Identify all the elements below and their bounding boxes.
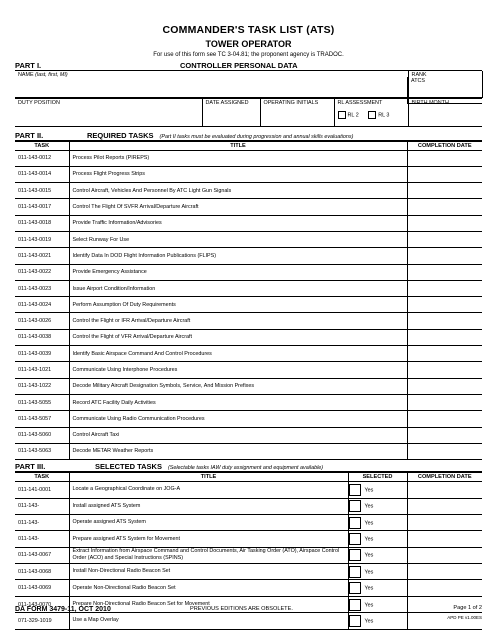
selected-checkbox[interactable]	[349, 533, 361, 545]
completion-date-field[interactable]	[407, 411, 482, 427]
col-selected: SELECTED	[348, 473, 407, 482]
table-row	[15, 215, 482, 231]
duty-position-label: DUTY POSITION	[18, 99, 60, 106]
rank-label: RANK	[411, 72, 427, 78]
task-number: 011-143-0039	[15, 346, 69, 362]
yes-label: Yes	[364, 536, 374, 543]
task-number: 011-143-0023	[15, 280, 69, 296]
completion-date-field[interactable]	[407, 215, 482, 231]
task-number: 011-141-0001	[15, 482, 69, 498]
selected-checkbox[interactable]	[349, 484, 361, 496]
birth-month-label: BIRTH MONTH	[411, 99, 449, 106]
part2-label: PART II.	[15, 130, 44, 140]
selected-cell	[348, 580, 407, 596]
completion-date-field[interactable]	[407, 166, 482, 182]
part2-title: REQUIRED TASKS	[87, 130, 154, 140]
task-number: 011-143-0018	[15, 215, 69, 231]
table-row	[15, 564, 482, 580]
table-row	[15, 443, 482, 459]
date-assigned-field[interactable]	[202, 98, 260, 126]
form-footer	[15, 601, 482, 624]
name-hint: (last, first, MI)	[35, 72, 68, 78]
task-number: 011-143-0069	[15, 580, 69, 596]
form-page	[15, 20, 482, 630]
table-row	[15, 313, 482, 329]
table-row	[15, 231, 482, 247]
task-number: 011-143-0017	[15, 199, 69, 215]
task-number: 011-143-0014	[15, 166, 69, 182]
task-number: 011-143-5060	[15, 427, 69, 443]
completion-date-field[interactable]	[407, 231, 482, 247]
yes-label: Yes	[364, 487, 374, 494]
name-label: NAME	[18, 72, 34, 78]
required-tasks-table	[15, 141, 482, 461]
completion-date-field[interactable]	[407, 564, 482, 580]
table-row	[15, 411, 482, 427]
task-number: 011-143-0070	[15, 596, 69, 612]
task-title: Issue Airport Condition/Information	[69, 280, 407, 296]
task-number: 011-143-5063	[15, 443, 69, 459]
completion-date-field[interactable]	[407, 482, 482, 498]
yes-label: Yes	[364, 520, 374, 527]
rl-assessment-label: RL ASSESSMENT	[337, 99, 383, 106]
yes-label: Yes	[364, 618, 374, 625]
completion-date-field[interactable]	[407, 297, 482, 313]
task-title: Decode METAR Weather Reports	[69, 443, 407, 459]
rl3-checkbox[interactable]	[368, 111, 376, 119]
part3-label: PART III.	[15, 462, 46, 472]
task-number: 011-143-0068	[15, 564, 69, 580]
table-row	[15, 427, 482, 443]
task-title: Record ATC Facility Daily Activities	[69, 394, 407, 410]
task-title: Control the Flight of VFR Arrival/Departure Aircraft	[69, 329, 407, 345]
task-number: 011-143-0024	[15, 297, 69, 313]
task-title: Control Aircraft Taxi	[69, 427, 407, 443]
task-number: 011-143-5055	[15, 394, 69, 410]
task-title: Operate Non-Directional Radio Beacon Set	[69, 580, 348, 596]
completion-date-field[interactable]	[407, 378, 482, 394]
table-row	[15, 362, 482, 378]
task-number: 011-143-	[15, 531, 69, 547]
completion-date-field[interactable]	[407, 427, 482, 443]
task-title: Extract Information from Airspace Command and Control Documents, Air Tasking Order (ATO), Airspace Control Order (ACO) and Special Instructions (SPINS)	[69, 547, 348, 563]
selected-checkbox[interactable]	[349, 500, 361, 512]
task-title: Install Non-Directional Radio Beacon Set	[69, 564, 348, 580]
yes-label: Yes	[364, 552, 374, 559]
rl-assessment-field	[334, 98, 408, 126]
selected-cell	[348, 531, 407, 547]
selected-checkbox[interactable]	[349, 566, 361, 578]
completion-date-field[interactable]	[407, 183, 482, 199]
selected-cell	[348, 514, 407, 530]
table-row	[15, 482, 482, 498]
part2-header	[15, 130, 482, 141]
col-completion: COMPLETION DATE	[407, 473, 482, 482]
part2-note: (Part II tasks must be evaluated during progression and annual skills evaluations)	[159, 133, 354, 140]
part1-header	[15, 60, 482, 71]
table-row	[15, 280, 482, 296]
completion-date-field[interactable]	[407, 199, 482, 215]
table-row	[15, 248, 482, 264]
col-task: TASK	[15, 473, 69, 482]
selected-cell	[348, 482, 407, 498]
completion-date-field[interactable]	[407, 280, 482, 296]
table-row	[15, 329, 482, 345]
table-row	[15, 346, 482, 362]
task-number: 011-143-0019	[15, 231, 69, 247]
completion-date-field[interactable]	[407, 150, 482, 166]
task-title: Prepare Non-Directional Radio Beacon Set for Movement	[69, 596, 348, 612]
completion-date-field[interactable]	[407, 248, 482, 264]
completion-date-field[interactable]	[407, 264, 482, 280]
task-number: 011-143-0015	[15, 183, 69, 199]
selected-cell	[348, 547, 407, 563]
task-title: Perform Assumption Of Duty Requirements	[69, 297, 407, 313]
operating-initials-field[interactable]	[260, 98, 334, 126]
table-row	[15, 531, 482, 547]
selected-checkbox[interactable]	[349, 517, 361, 529]
page-number: Page 1 of 2	[453, 605, 482, 611]
completion-date-field[interactable]	[407, 362, 482, 378]
rl3-label: RL 3	[378, 111, 390, 118]
operating-initials-label: OPERATING INITIALS	[263, 99, 319, 106]
task-number: 011-143-5057	[15, 411, 69, 427]
task-title: Prepare assigned ATS System for Movement	[69, 531, 348, 547]
task-title: Provide Emergency Assistance	[69, 264, 407, 280]
form-title: COMMANDER'S TASK LIST (ATS)	[162, 24, 335, 36]
yes-label: Yes	[364, 503, 374, 510]
previous-editions-note: PREVIOUS EDITIONS ARE OBSOLETE.	[190, 606, 293, 612]
yes-label: Yes	[364, 569, 374, 576]
completion-date-field[interactable]	[407, 313, 482, 329]
task-number: 071-329-1019	[15, 613, 69, 629]
completion-date-field[interactable]	[407, 531, 482, 547]
selected-checkbox[interactable]	[349, 549, 361, 561]
task-title: Select Runway For Use	[69, 231, 407, 247]
table-row	[15, 297, 482, 313]
task-title: Communicate Using Interphone Procedures	[69, 362, 407, 378]
col-completion: COMPLETION DATE	[407, 141, 482, 150]
table-row	[15, 183, 482, 199]
task-title: Control the Flight or IFR Arrival/Departure Aircraft	[69, 313, 407, 329]
task-number: 011-143-	[15, 514, 69, 530]
completion-date-field[interactable]	[407, 394, 482, 410]
task-title: Decode Military Aircraft Designation Symbols, Service, And Mission Prefixes	[69, 378, 407, 394]
table-row	[15, 547, 482, 563]
task-title: Operate assigned ATS System	[69, 514, 348, 530]
selected-cell	[348, 564, 407, 580]
rl2-label: RL 2	[347, 111, 359, 118]
completion-date-field[interactable]	[407, 498, 482, 514]
table-row	[15, 166, 482, 182]
selected-cell	[348, 498, 407, 514]
yes-label: Yes	[364, 601, 374, 608]
part3-note: (Selectable tasks IAW duty assignment and equipment available)	[167, 465, 324, 472]
task-title: Provide Traffic Information/Advisories	[69, 215, 407, 231]
task-title: Use a Map Overlay	[69, 613, 348, 629]
table-row	[15, 514, 482, 530]
selected-checkbox[interactable]	[349, 582, 361, 594]
atcs-label: ATCS	[411, 78, 425, 84]
form-id: DA FORM 3479-11, OCT 2010	[15, 606, 111, 613]
task-title: Process Flight Progress Strips	[69, 166, 407, 182]
table-row	[15, 378, 482, 394]
task-title: Communicate Using Radio Communication Procedures	[69, 411, 407, 427]
table-row	[15, 580, 482, 596]
completion-date-field[interactable]	[407, 580, 482, 596]
form-version: APD PE v1.00ES	[447, 615, 482, 620]
atcs-field[interactable]	[407, 77, 482, 104]
task-number: 011-143-0026	[15, 313, 69, 329]
table-row	[15, 394, 482, 410]
completion-date-field[interactable]	[407, 443, 482, 459]
task-number: 011-143-0038	[15, 329, 69, 345]
completion-date-field[interactable]	[407, 329, 482, 345]
task-number: 011-143-	[15, 498, 69, 514]
part3-header	[15, 461, 482, 472]
task-title: Locate a Geographical Coordinate on JOG-A	[69, 482, 348, 498]
part1-title: CONTROLLER PERSONAL DATA	[180, 61, 298, 70]
date-assigned-label: DATE ASSIGNED	[205, 99, 249, 106]
task-title: Install assigned ATS System	[69, 498, 348, 514]
part1-label: PART I.	[15, 61, 42, 70]
col-title: TITLE	[69, 141, 407, 150]
completion-date-field[interactable]	[407, 547, 482, 563]
table-row	[15, 264, 482, 280]
completion-date-field[interactable]	[407, 346, 482, 362]
task-number: 011-143-0067	[15, 547, 69, 563]
task-number: 011-143-0021	[15, 248, 69, 264]
task-title: Identify Data In DOD Flight Information Publications (FLIPS)	[69, 248, 407, 264]
task-title: Control Aircraft, Vehicles And Personnel By ATC Light Gun Signals	[69, 183, 407, 199]
col-task: TASK	[15, 141, 69, 150]
rl2-checkbox[interactable]	[338, 111, 346, 119]
task-number: 011-143-1022	[15, 378, 69, 394]
name-field[interactable]	[15, 71, 408, 97]
task-number: 011-143-0022	[15, 264, 69, 280]
form-subtitle: TOWER OPERATOR	[205, 39, 292, 49]
duty-position-field[interactable]	[15, 98, 202, 126]
table-row	[15, 498, 482, 514]
part3-title: SELECTED TASKS	[95, 462, 162, 472]
yes-label: Yes	[364, 585, 374, 592]
table-row	[15, 150, 482, 166]
task-number: 011-143-1021	[15, 362, 69, 378]
col-title: TITLE	[69, 473, 348, 482]
form-authority: For use of this form see TC 3-04.81; the proponent agency is TRADOC.	[153, 52, 344, 58]
completion-date-field[interactable]	[407, 514, 482, 530]
task-title: Process Pilot Reports (PIREPS)	[69, 150, 407, 166]
required-tasks-body	[15, 150, 482, 460]
task-number: 011-143-0012	[15, 150, 69, 166]
task-title: Identify Basic Airspace Command And Control Procedures	[69, 346, 407, 362]
task-title: Control The Flight Of SVFR Arrival/Departure Aircraft	[69, 199, 407, 215]
table-row	[15, 199, 482, 215]
